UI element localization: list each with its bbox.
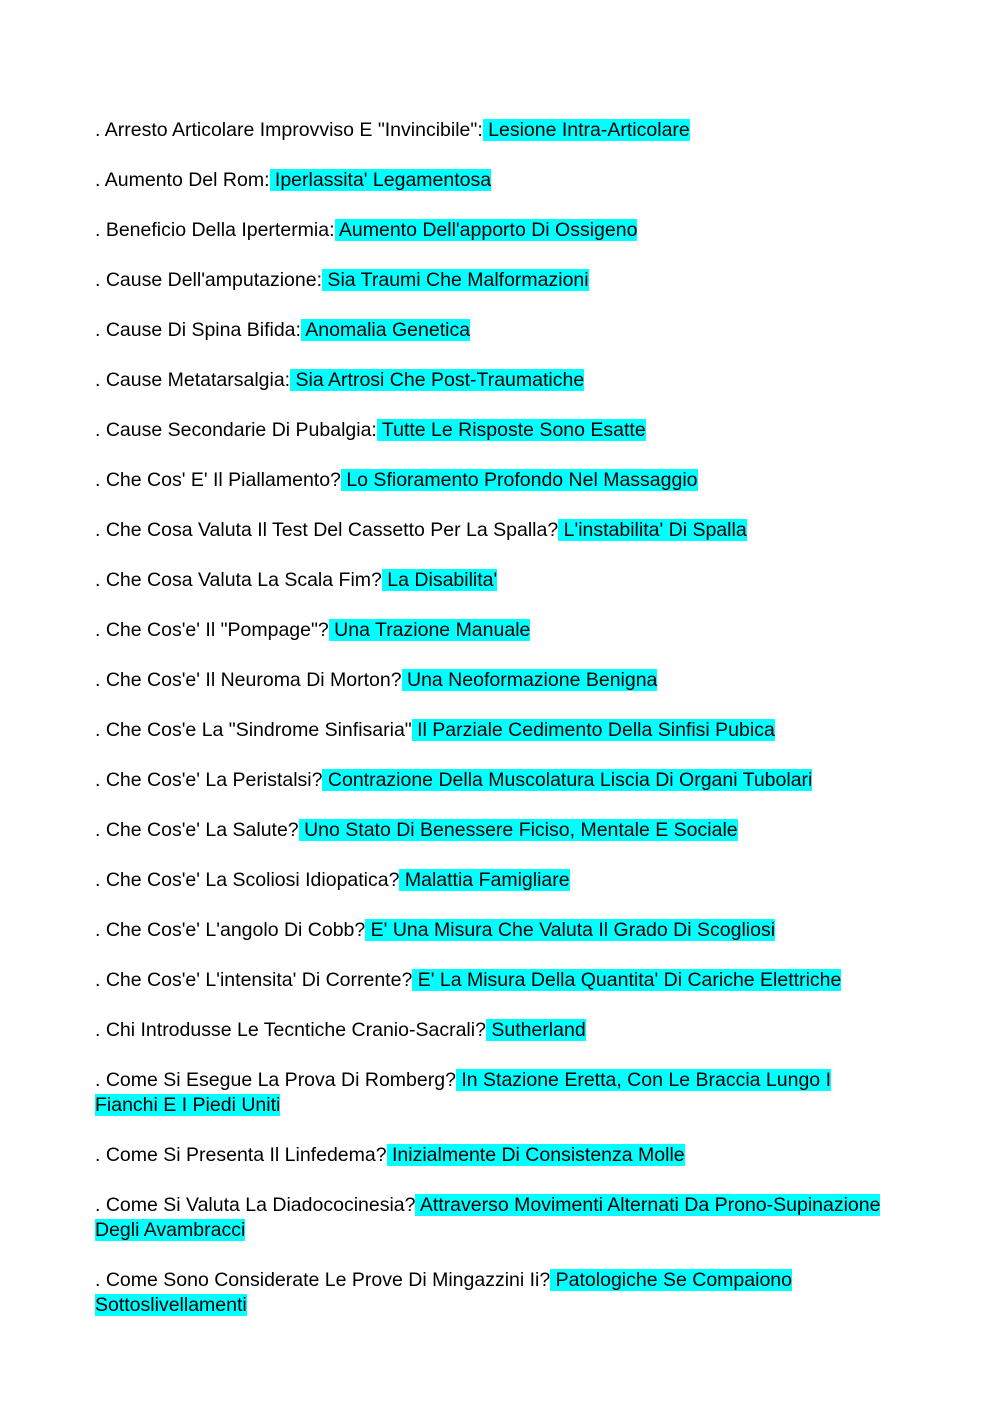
highlighted-answer: Uno Stato Di Benessere Ficiso, Mentale E Sociale (298, 819, 738, 841)
highlighted-answer: Sia Artrosi Che Post-Traumatiche (290, 369, 585, 391)
document-page (95, 118, 895, 1343)
qa-item (95, 1193, 895, 1243)
qa-item (95, 1143, 895, 1168)
highlighted-answer: In Stazione Eretta, Con Le Braccia Lungo I Fianchi E I Piedi Uniti (95, 1069, 831, 1116)
qa-item (95, 668, 895, 693)
qa-item (95, 918, 895, 943)
question-text: . Come Si Valuta La Diadococinesia? (95, 1194, 416, 1216)
highlighted-answer: E' La Misura Della Quantita' Di Cariche Elettriche (412, 969, 842, 991)
qa-item (95, 368, 895, 393)
qa-item (95, 868, 895, 893)
question-text: . Che Cos'e' L'angolo Di Cobb? (95, 919, 366, 941)
question-text: . Cause Dell'amputazione: (95, 269, 323, 291)
question-text: . Arresto Articolare Improvviso E "Invincibile": (95, 119, 483, 141)
question-text: . Che Cos'e La "Sindrome Sinfisaria" (95, 719, 412, 741)
question-text: . Che Cos' E' Il Piallamento? (95, 469, 341, 491)
highlighted-answer: Aumento Dell'apporto Di Ossigeno (334, 219, 638, 241)
highlighted-answer: Tutte Le Risposte Sono Esatte (376, 419, 646, 441)
qa-item (95, 468, 895, 493)
highlighted-answer: Contrazione Della Muscolatura Liscia Di Organi Tubolari (322, 769, 813, 791)
highlighted-answer: L'instabilita' Di Spalla (558, 519, 747, 541)
highlighted-answer: Patologiche Se Compaiono Sottoslivellamenti (95, 1269, 792, 1316)
highlighted-answer: Malattia Famigliare (399, 869, 570, 891)
highlighted-answer: Lesione Intra-Articolare (482, 119, 690, 141)
question-text: . Come Si Esegue La Prova Di Romberg? (95, 1069, 456, 1091)
highlighted-answer: Lo Sfioramento Profondo Nel Massaggio (340, 469, 698, 491)
qa-item (95, 1068, 895, 1118)
highlighted-answer: Anomalia Genetica (300, 319, 471, 341)
question-text: . Cause Metatarsalgia: (95, 369, 291, 391)
question-text: . Chi Introdusse Le Tecntiche Cranio-Sacrali? (95, 1019, 486, 1041)
question-text: . Beneficio Della Ipertermia: (95, 219, 335, 241)
question-text: . Che Cos'e' La Scoliosi Idiopatica? (95, 869, 400, 891)
question-text: . Che Cos'e' Il Neuroma Di Morton? (95, 669, 402, 691)
qa-item (95, 1268, 895, 1318)
question-text: . Che Cos'e' L'intensita' Di Corrente? (95, 969, 413, 991)
qa-item (95, 718, 895, 743)
question-text: . Che Cos'e' La Peristalsi? (95, 769, 323, 791)
highlighted-answer: La Disabilita' (381, 569, 498, 591)
highlighted-answer: E' Una Misura Che Valuta Il Grado Di Scogliosi (365, 919, 776, 941)
question-text: . Che Cosa Valuta La Scala Fim? (95, 569, 382, 591)
highlighted-answer: Il Parziale Cedimento Della Sinfisi Pubica (411, 719, 775, 741)
qa-item (95, 1018, 895, 1043)
question-text: . Che Cos'e' Il "Pompage"? (95, 619, 329, 641)
question-text: . Aumento Del Rom: (95, 169, 270, 191)
highlighted-answer: Sia Traumi Che Malformazioni (322, 269, 589, 291)
qa-item (95, 618, 895, 643)
highlighted-answer: Una Trazione Manuale (328, 619, 531, 641)
highlighted-answer: Iperlassita' Legamentosa (269, 169, 492, 191)
question-text: . Cause Secondarie Di Pubalgia: (95, 419, 377, 441)
highlighted-answer: Attraverso Movimenti Alternati Da Prono-Supinazione Degli Avambracci (95, 1194, 881, 1241)
qa-item (95, 818, 895, 843)
highlighted-answer: Inizialmente Di Consistenza Molle (386, 1144, 685, 1166)
qa-item (95, 568, 895, 593)
qa-item (95, 518, 895, 543)
qa-item (95, 968, 895, 993)
qa-item (95, 168, 895, 193)
qa-item (95, 118, 895, 143)
highlighted-answer: Sutherland (485, 1019, 586, 1041)
qa-item (95, 268, 895, 293)
question-text: . Che Cos'e' La Salute? (95, 819, 299, 841)
qa-item (95, 418, 895, 443)
question-text: . Che Cosa Valuta Il Test Del Cassetto Per La Spalla? (95, 519, 559, 541)
question-text: . Cause Di Spina Bifida: (95, 319, 301, 341)
question-text: . Come Sono Considerate Le Prove Di Mingazzini Ii? (95, 1269, 551, 1291)
qa-item (95, 218, 895, 243)
question-text: . Come Si Presenta Il Linfedema? (95, 1144, 387, 1166)
highlighted-answer: Una Neoformazione Benigna (401, 669, 658, 691)
qa-item (95, 318, 895, 343)
qa-item (95, 768, 895, 793)
